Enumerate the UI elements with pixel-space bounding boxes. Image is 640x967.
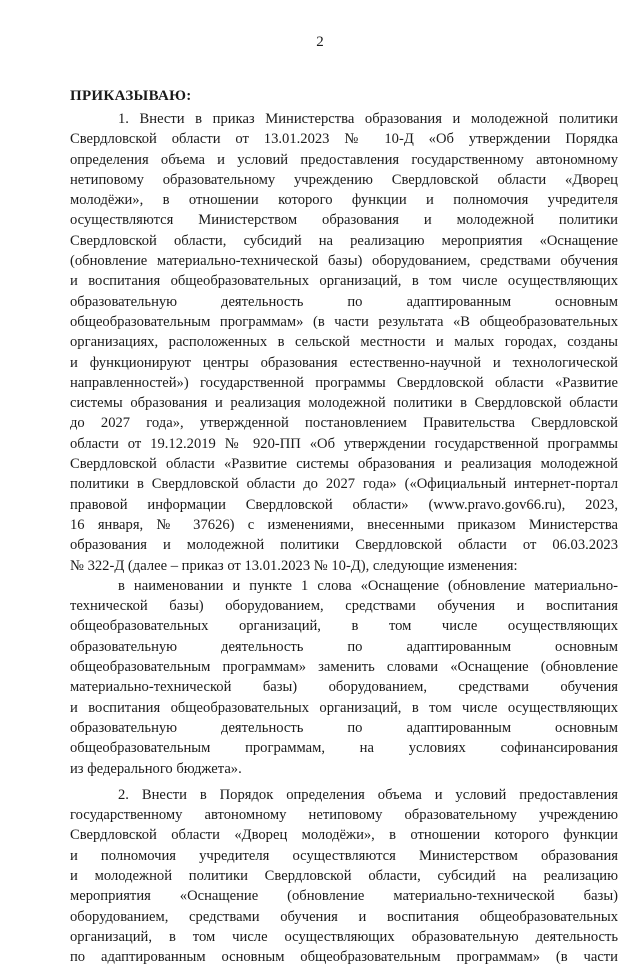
paragraph-3 <box>70 785 618 967</box>
text-line: оборудованием, средствами обучения и воспитания общеобразовательных <box>70 908 618 925</box>
text-line: (обновление материально-технической базы) оборудованием, средствами обучения <box>70 253 618 270</box>
text-line: Свердловской области «Развитие системы образования и реализация молодежной <box>70 456 618 473</box>
text-line: материально-технической базы) оборудованием, средствами обучения <box>70 679 618 696</box>
text-line: области от 19.12.2019 № 920-ПП «Об утверждении государственной программы <box>70 435 618 452</box>
page-number: 2 <box>316 34 324 50</box>
text-line: Свердловской области «Дворец молодёжи», в отношении которого функции <box>70 827 618 844</box>
paragraph-2 <box>70 576 618 779</box>
text-line: 16 января, № 37626) с изменениями, внесенными приказом Министерства <box>70 516 618 533</box>
text-line: молодёжи», в отношении которого функции и полномочия учредителя <box>70 192 618 209</box>
text-line: нетиповому образовательному учреждению Свердловской области «Дворец <box>70 171 618 188</box>
text-line: правовой информации Свердловской области» (www.pravo.gov66.ru), 2023, <box>70 496 618 513</box>
text-line: политики в Свердловской области до 2027 года» («Официальный интернет-портал <box>70 476 618 493</box>
text-line: организациях, расположенных в сельской местности и малых городах, созданы <box>70 334 618 351</box>
text-line: № 322-Д (далее – приказ от 13.01.2023 № 10-Д), следующие изменения: <box>70 557 518 574</box>
text-line: технической базы) оборудованием, средствами обучения и воспитания <box>70 598 618 615</box>
text-line: и воспитания общеобразовательных организаций, в том числе осуществляющих <box>70 699 618 716</box>
text-line: до 2027 года», утвержденной постановлением Правительства Свердловской <box>70 415 618 432</box>
text-line: Свердловской области, субсидий на реализацию мероприятия «Оснащение <box>70 232 618 249</box>
text-line: образования и молодежной политики Свердловской области от 06.03.2023 <box>70 537 618 554</box>
text-line: и функционируют центры образования естественно-научной и технологической <box>70 354 618 371</box>
text-line: мероприятия «Оснащение (обновление материально-технической базы) <box>70 888 618 905</box>
paragraph-1 <box>70 109 618 576</box>
text-line: общеобразовательным программам, на условиях софинансирования <box>70 740 618 757</box>
text-line: системы образования и реализация молодежной политики в Свердловской области <box>70 395 618 412</box>
text-line: образовательную деятельность по адаптированным основным <box>70 638 618 655</box>
text-line: определения объема и условий предоставления государственному автономному <box>70 151 618 168</box>
text-line: общеобразовательным программам» (в части результата «В общеобразовательных <box>70 313 618 330</box>
text-line: Свердловской области от 13.01.2023 № 10-Д «Об утверждении Порядка <box>70 131 618 148</box>
text-line: общеобразовательных организаций, в том числе осуществляющих <box>70 618 618 635</box>
text-line: государственному автономному нетиповому образовательному учреждению <box>70 807 618 824</box>
text-line: осуществляются Министерством образования и молодежной политики <box>70 212 618 229</box>
text-line: 2. Внести в Порядок определения объема и условий предоставления <box>118 786 618 803</box>
text-line: образовательную деятельность по адаптированным основным <box>70 719 618 736</box>
document-body <box>70 109 618 967</box>
text-line: 1. Внести в приказ Министерства образования и молодежной политики <box>118 111 618 127</box>
text-line: из федерального бюджета». <box>70 760 242 777</box>
text-line: по адаптированным основным общеобразовательным программам» (в части <box>70 949 618 966</box>
text-line: образовательную деятельность по адаптированным основным <box>70 293 618 310</box>
text-line: направленностей») государственной программы Свердловской области «Развитие <box>70 374 618 391</box>
order-heading: ПРИКАЗЫВАЮ: <box>70 88 192 104</box>
text-line: организаций, в том числе осуществляющих образовательную деятельность <box>70 928 618 945</box>
text-line: общеобразовательным программам» заменить словами «Оснащение (обновление <box>70 659 618 676</box>
text-line: и полномочия учредителя осуществляются Министерством образования <box>70 847 618 864</box>
text-line: и молодежной политики Свердловской области, субсидий на реализацию <box>70 867 618 884</box>
text-line: в наименовании и пункте 1 слова «Оснащение (обновление материально- <box>118 577 618 594</box>
text-line: и воспитания общеобразовательных организаций, в том числе осуществляющих <box>70 273 618 290</box>
